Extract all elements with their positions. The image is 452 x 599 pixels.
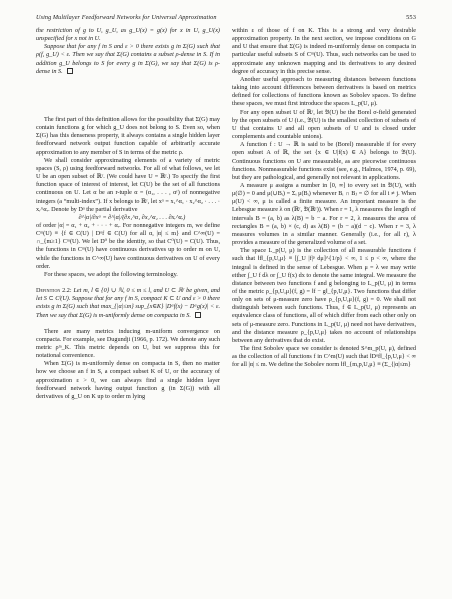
paragraph: The first Sobolev space we consider is denoted S^m_p(U, μ), defined as the collection of all functions f in C^m(U) such that ‖Dᵅf‖_{p,U,μ} < ∞ for all |α| ≤ m. We define the Sobolev norm ‖f‖_{m,p,U,μ} ≡ (Σ_{|α|≤m} [232, 345, 416, 369]
theorem-end-line: the restriction of g to U, g_U, as g_U(x) = g(x) for x in U, g_U(x) unspecified for x not in U. [36, 27, 220, 43]
paragraph: of order |α| = α₁ + α₂ + · · · + αᵣ. For nonnegative integers m, we define Cᵐ(U) ≡ {f ∈ C(U) | Dᵅf ∈ C(U) for all α, |α| ≤ m} and C^∞(U) = ∩_{m≥1} Cᵐ(U). We let D⁰ be the identity, so that C⁰(U) = C(U). Thus, the functions in Cᵐ(U) have continuous derivatives up to order m on U, while the functions in C^∞(U) have continuous derivatives on U of every order. [36, 221, 220, 270]
definition [36, 287, 220, 320]
paragraph: The first part of this definition allows for the possibility that Σ(G) may contain functions g for which g_U does not belong to S. Even so, when Σ(G) has this denseness property, it always contains a single hidden layer feedforward network output function capable of arbitrarily accurate approximation to any member of S in terms of the metric ρ. [36, 115, 220, 156]
page-number: 553 [406, 14, 416, 21]
paragraph: When Σ(G) is m-uniformly dense on compacta in S, then no matter how we choose an f in S, a compact subset K of U, or the accuracy of approximation ε > 0, we can always find a single hidden layer feedforward network having output function g (in Σ(G)) with all derivatives of g_U on K up to order m lying [36, 360, 220, 400]
paragraph: We shall consider approximating elements of a variety of metric spaces (S, ρ) using feedforward networks. For all of what follows, we let U be an open subset of ℝʳ. (We could have U = ℝʳ.) To specify the first function space of interest of interest, let C(U) be the set of all functions continuous on U. Let α be an r-tuple α = (α₁, . . . , αʳ) of nonnegative integers (a “multi-index”). If x belongs to ℝʳ, let xᵅ = x₁^α₁ · x₂^α₂ · . . . · xᵣ^αᵣ. Denote by Dᵅ the partial derivative [36, 156, 220, 213]
paragraph: There are many metrics inducing m-uniform convergence on compacta. For example, see Dugundji (1966, p. 172). We denote any such metric ρᵐ_K. This metric depends on U, but we suppress this for notational convenience. [36, 327, 220, 360]
paragraph: The space L_p(U, μ) is the collection of all measurable functions f such that ‖f‖_{p,U,μ} ≡ [∫_U |f|ᵖ dμ]^{1/p} < ∞, 1 ≤ p < ∞, where the integral is defined in the sense of Lebesgue. When μ = λ we may write either ∫_U f dλ or ∫_U f(x) dx to denote the same integral. We measure the distance between two functions f and g belonging to L_p(U, μ) in terms of the metric ρ_{p,U,μ}(f, g) = ‖f − g‖_{p,U,μ}. Two functions that differ only on sets of μ-measure zero have ρ_{p,U,μ}(f, g) = 0. We shall not distinguish between such functions. Thus, f ∈ L_p(U, μ) represents an equivalence class of functions, all of which differ from each other only on sets of μ-measure zero. Functions in L_p(U, μ) need not have derivatives, and the distance measure ρ_{p,U,μ} takes no account of relationships between any derivatives that do exist. [232, 247, 416, 344]
right-column [232, 27, 416, 370]
paragraph: For these spaces, we adopt the following terminology. [44, 270, 178, 278]
paragraph: A measure μ assigns a number in [0, ∞] to every set in 𝔅(U), with μ(∅) = 0 and μ(∪Bᵢ) = Σᵢ μ(Bᵢ) whenever Bᵢ ∩ Bⱼ = ∅ for all i ≠ j. When μ(U) < ∞, μ is called a finite measure. An important measure is the Lebesgue measure λ on (ℝʳ, 𝔅(ℝʳ)). When r = 1, λ measures the length of intervals B = (a, b) as λ(B) = b − a. For r = 2, λ measures the area of rectangles B = (a, b) × (c, d) as λ(B) = (b − a)(d − c). When r = 3, λ measures volumes in a similar manner. Generally (i.e., for all r), λ provides a measure of the generalized volume of a set. [232, 181, 416, 247]
display-equation: ∂^|α|/∂xᵅ = ∂^|α|/(∂x₁^α₁ ∂x₂^α₂ . . . ∂xᵣ^αᵣ) [78, 213, 186, 221]
definition-text: Let m, l ∈ {0} ∪ ℕ, 0 ≤ m ≤ l, and U ⊂ ℝʳ be given, and let S ⊂ Cˡ(U). Suppose that for any f in S, compact K ⊂ U and ε > 0 there exists g in Σ(G) such that max_{|α|≤m} sup_{x∈K} |Dᵅf(x) − Dᵅg(x)| < ε. Then we say that Σ(G) is m-uniformly dense on compacta in S. [36, 287, 220, 319]
definition-label: Definition 2.2: [36, 287, 72, 295]
theorem-end-statement: Suppose that for any f in S and ε > 0 there exists g in Σ(G) such that ρ(f, g_U) < ε. Then we say that Σ(G) contains a subset ρ-dense in S. If in addition g_U belongs to S for every g in Σ(G), we say that Σ(G) is ρ-dense in S. [36, 43, 220, 75]
left-column [36, 27, 220, 401]
paragraph: For any open subset U of ℝʳ, let 𝔅(U) be the Borel σ-field generated by the open subsets of U (i.e., 𝔅(U) is the smallest collection of subsets of U that contains U and all open subsets of U and is closed under complements and countable unions). [232, 108, 416, 141]
running-header [36, 14, 416, 26]
qed-box [67, 68, 73, 74]
paragraph: A function f : U → ℝ is said to be (Borel) measurable if for every open subset A of ℝ, the set {x ∈ U|f(x) ∈ A} belongs to 𝔅(U). Continuous functions on U are measurable, as are piecewise continuous functions. Nonmeasurable functions exist (see, e.g., Halmos, 1974, p. 69), but they are pathological, and generally not relevant in applications. [232, 141, 416, 181]
running-title: Using Multilayer Feedforward Networks for Universal Approximation [36, 14, 217, 21]
paragraph: Another useful approach to measuring distances between functions taking into account differences between derivatives is based on metrics defined for collections of functions known as Sobolev spaces. To define these spaces, we must first introduce the spaces L_p(U, μ). [232, 75, 416, 108]
qed-box [195, 312, 201, 318]
paragraph: within ε of those of f on K. This is a strong and very desirable approximation property. In the next section, we impose conditions on G and U that ensure that Σ(G) is indeed m-uniformly dense on compacta in particular useful subsets S of Cᵐ(U). Thus, such networks can be used to approximate any unknown mapping and its derivatives to any desired degree of accuracy in this precise sense. [232, 27, 416, 75]
